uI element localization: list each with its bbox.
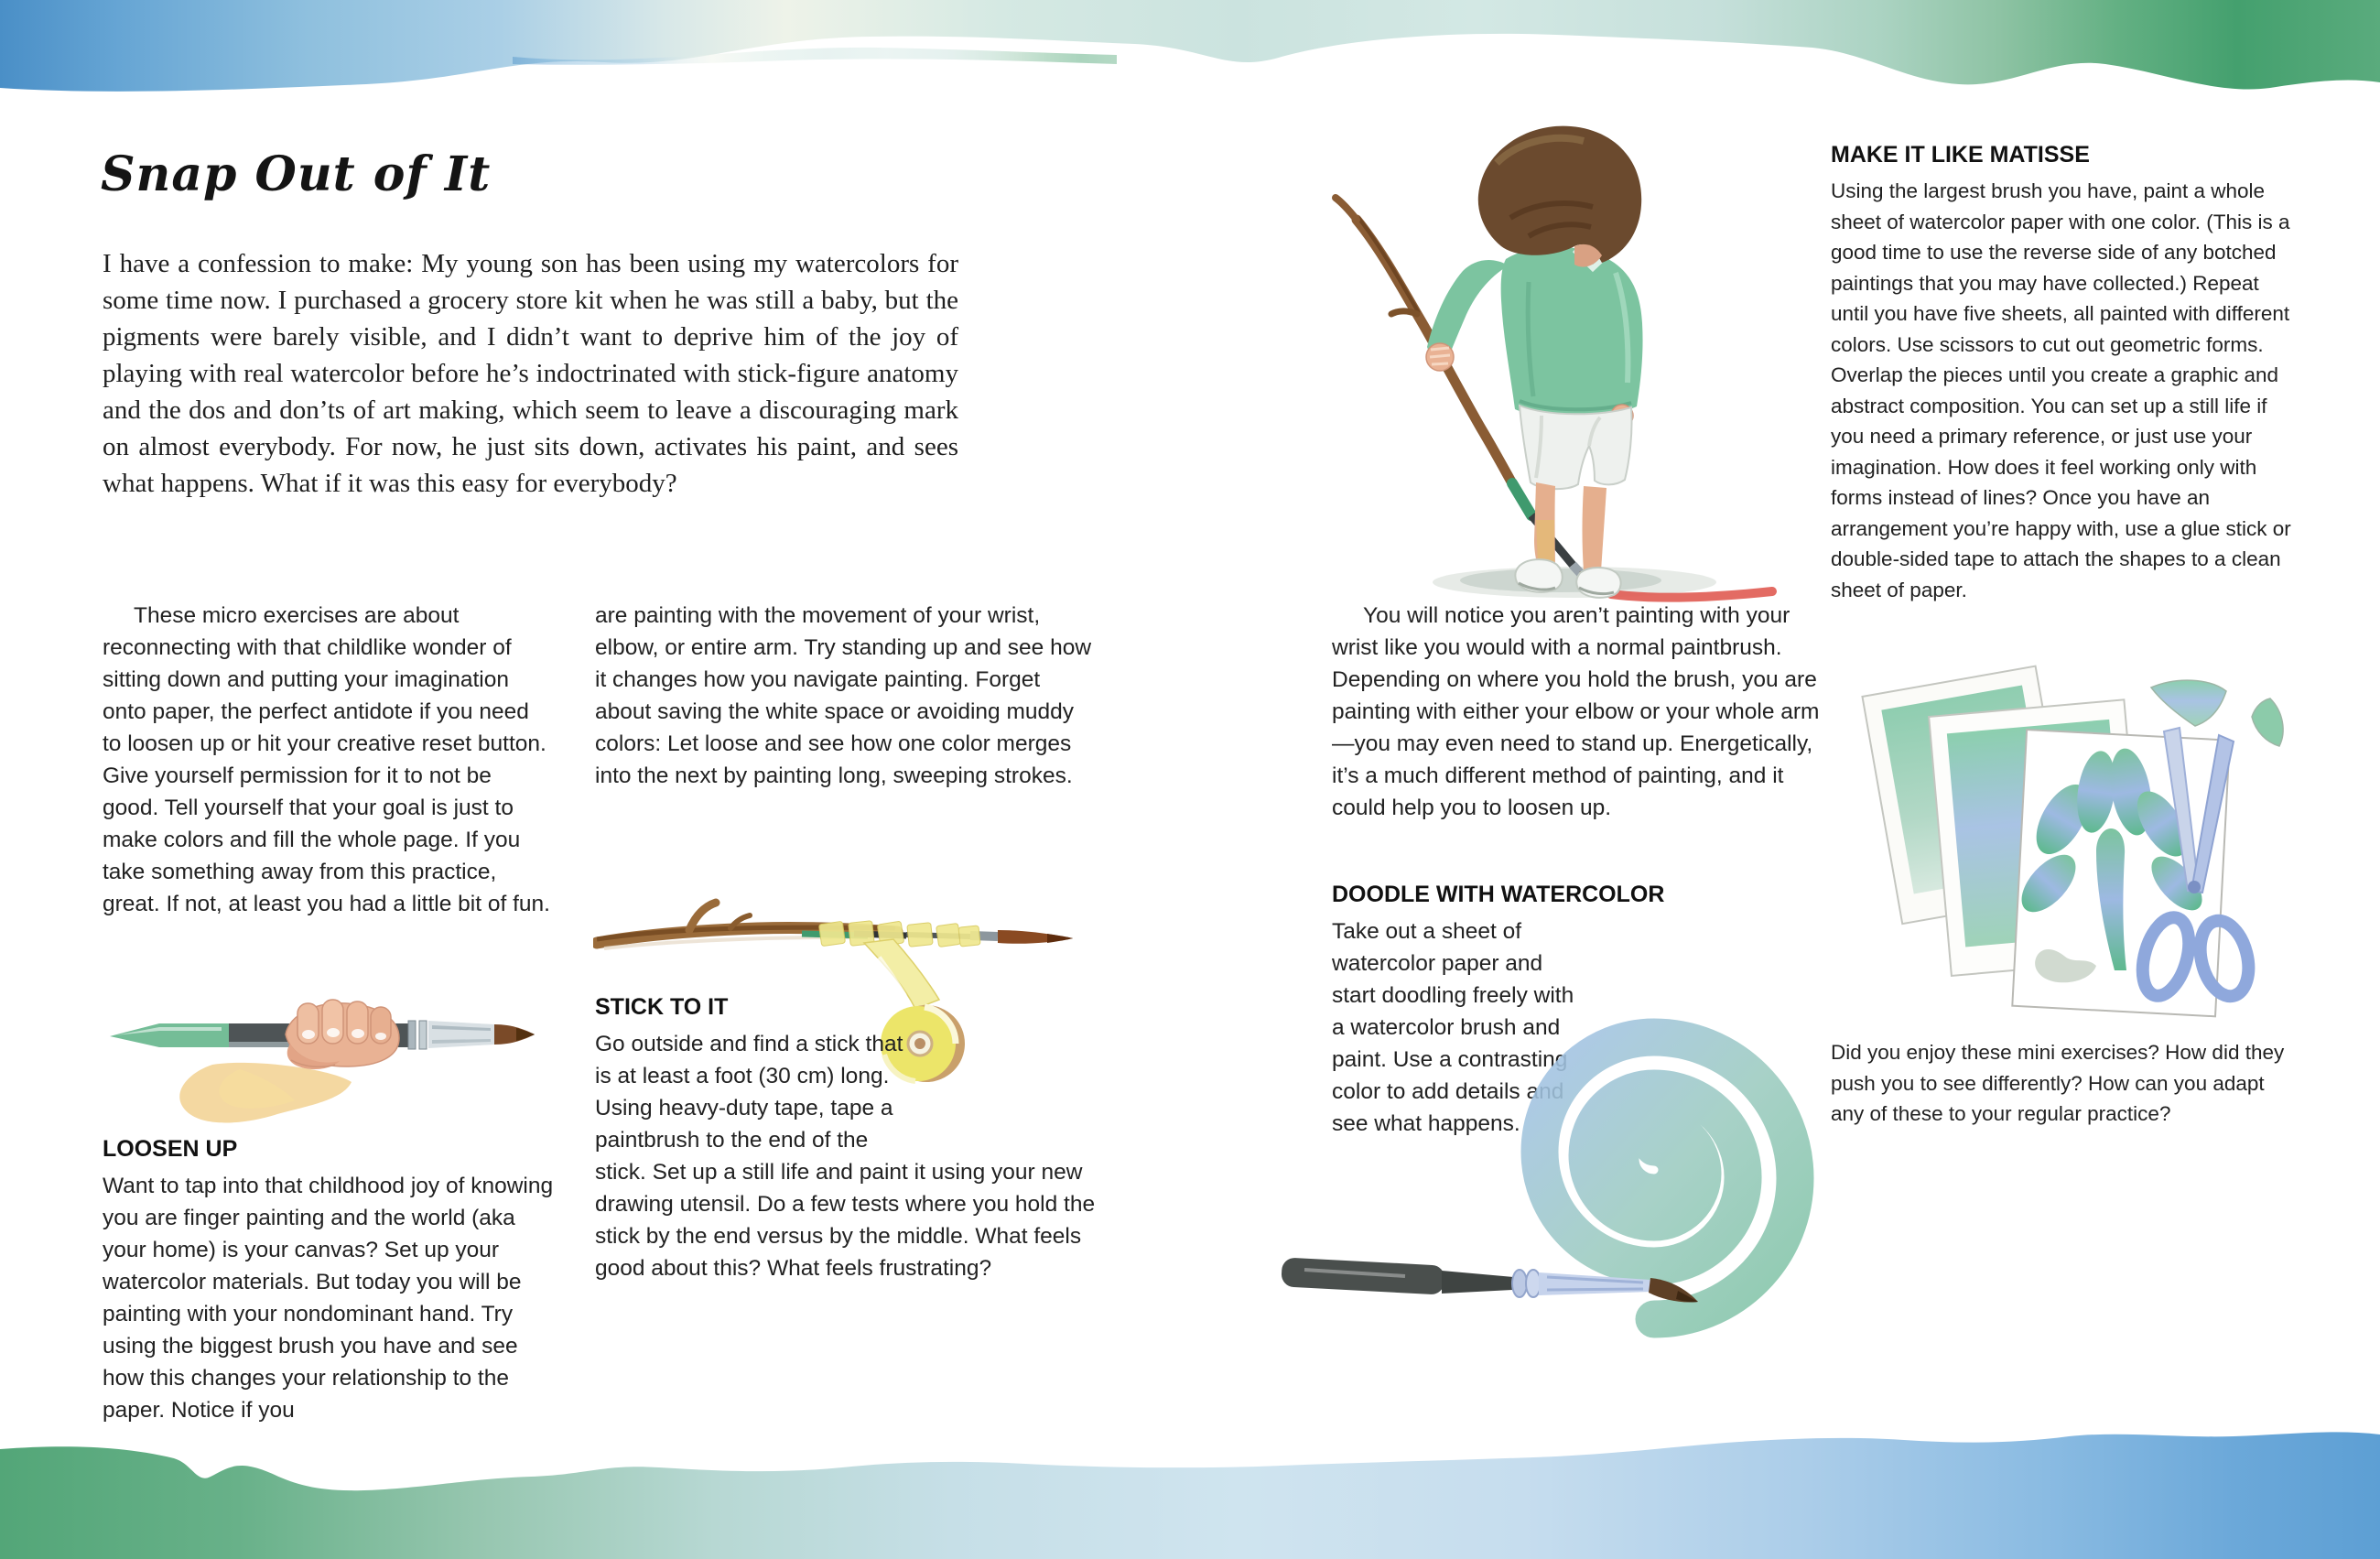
intro-paragraph: I have a confession to make: My young son has been using my watercolors for some time now. I purchased a grocery store kit when he was still a baby, but the pigments were barely visible, and I didn’t want to deprive him of the joy of playing with real watercolor before he’s indoctrinated with stick-figure anatomy and the dos and don’ts of art making, which seem to leave a discouraging mark on almost everybody. For now, he just sits down, activates his paint, and sees what happens. What if it was this easy for everybody?: [103, 249, 958, 498]
make-it-like-matisse-section: [1831, 139, 2302, 605]
left-column-2-paragraph: [595, 600, 1100, 792]
painted-papers-and-scissors-illustration: [1856, 655, 2314, 1021]
right-page-paragraph-text: You will notice you aren’t painting with your wrist like you would with a normal paintbrush. Depending on where you hold the brush, you are painting with either your elbow or your whole arm—you may even need to stand up. Energetically, it’s a much different method of painting, and it could help you to loosen up.: [1332, 603, 1820, 820]
loosen-up-section: [103, 1133, 560, 1426]
stick-to-it-section: [595, 991, 1104, 1284]
boy-painting-with-stick-illustration: [1300, 108, 1812, 607]
watercolor-spiral-paintbrush-illustration: [1268, 991, 1835, 1348]
page-title: Snap Out of It: [101, 146, 492, 202]
top-watercolor-wash: [0, 0, 2380, 110]
left-column-1-text: These micro exercises are about reconnecting with that childlike wonder of sitting down and putting your imagination onto paper, the perfect antidote if you need to loosen up or hit your creative reset button. Give yourself permission for it to not be good. Tell yourself that your goal is just to make colors and fill the whole page. If you take something away from this practice, great. If not, at least you had a little bit of fun.: [103, 603, 550, 916]
doodle-heading: DOODLE WITH WATERCOLOR: [1332, 882, 1665, 907]
text-wrap-spacer: [907, 1028, 1104, 1131]
stick-to-it-body: Go outside and find a stick that is at least a foot (30 cm) long. Using heavy-duty tape, tape a paintbrush to the end of the stick. Set up a still life and paint it using your new drawing utensil. Do a few tests where you hold the stick by the end versus by the middle. What feels good about this? What feels frustrating?: [595, 1032, 1096, 1281]
stick-to-it-heading: STICK TO IT: [595, 994, 729, 1020]
matisse-body: Using the largest brush you have, paint a whole sheet of watercolor paper with one color. (This is a good time to use the reverse side of any botched paintings that you may have collected.) Repeat until you have five sheets, all painted with different colors. Use scissors to cut out geometric forms. Overlap the pieces until you create a graphic and abstract composition. You can set up a still life if you need a primary reference, or just use your imagination. How does it feel working only with forms instead of lines? Once you have an arrangement you’re happy with, use a glue stick or double-sided tape to attach the shapes to a clean sheet of paper.: [1831, 179, 2291, 601]
hand-holding-paintbrush-illustration: [103, 978, 542, 1133]
left-column-2-text: are painting with the movement of your wrist, elbow, or entire arm. Try standing up and see how it changes how you navigate painting. Forget about saving the white space or avoiding muddy colors: Let loose and see how one color merges into the next by painting long, sweeping strokes.: [595, 603, 1092, 788]
right-page-paragraph: [1332, 600, 1826, 824]
loosen-up-body: Want to tap into that childhood joy of knowing you are finger painting and the world (aka your home) is your canvas? Set up your watercolor materials. But today you will be painting with your nondominant hand. Try using the biggest brush you have and see how this changes your relationship to the paper. Notice if you: [103, 1174, 554, 1423]
left-column-1-paragraph: [103, 600, 553, 920]
bottom-watercolor-wash: [0, 1422, 2380, 1559]
closing-paragraph: [1831, 1037, 2302, 1130]
closing-text: Did you enjoy these mini exercises? How did they push you to see differently? How can you adapt any of these to your regular practice?: [1831, 1041, 2285, 1125]
doodle-body: Take out a sheet of watercolor paper and start doodling freely with a watercolor brush and paint. Use a contrasting color to add details and see what happens.: [1332, 919, 1574, 1136]
matisse-heading: MAKE IT LIKE MATISSE: [1831, 142, 2090, 168]
loosen-up-heading: LOOSEN UP: [103, 1136, 238, 1162]
